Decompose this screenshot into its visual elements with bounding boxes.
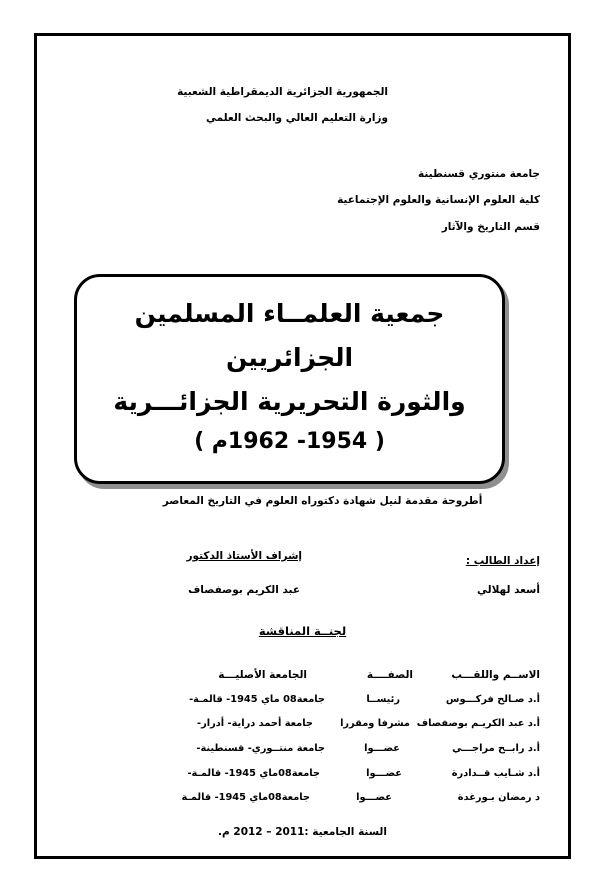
column-header-role: الصفــــة — [366, 669, 413, 681]
committee-member-university: جامعة08 ماي 1945- قالمـة- — [189, 694, 325, 705]
supervisor-name: عبد الكريم بوصفصاف — [188, 584, 300, 596]
ministry-heading: وزارة التعليم العالي والبحث العلمي — [205, 112, 388, 124]
faculty-name: كلية العلوم الإنسانية والعلوم الإجتماعية — [337, 194, 540, 206]
student-name: أسعد لهلالي — [477, 584, 540, 596]
committee-member-university: جامعة أحمد دراية- أدرار- — [197, 718, 313, 729]
university-name: جامعة منتوري قسنطينة — [418, 168, 540, 180]
committee-member-role: عضـــوا — [356, 792, 392, 803]
republic-heading: الجمهورية الجزائرية الديمقراطية الشعبية — [177, 86, 388, 98]
committee-member-university: جامعة08ماي 1945- قالمـة- — [187, 768, 320, 779]
committee-member-name: أ.د شـايب قــدادرة — [451, 768, 540, 779]
title-line-3: والثورة التحريرية الجزائـــرية — [113, 387, 466, 416]
academic-year: السنة الجامعية :2011 – 2012 م. — [218, 826, 387, 838]
committee-member-name: أ.د عبد الكريـم بوصفصاف — [416, 718, 540, 729]
committee-member-name: أ.د صـالح فركـــوس — [445, 694, 540, 705]
column-header-name: الاســم واللقـــب — [451, 669, 540, 681]
committee-member-role: عضـــوا — [364, 743, 400, 754]
committee-member-name: د رمضان بـورغدة — [457, 792, 540, 803]
department-name: قسم التاريخ والآثار — [441, 221, 540, 233]
committee-member-role: رئيســا — [366, 694, 400, 705]
supervisor-label: إشراف الأستاذ الدكتور — [186, 550, 302, 562]
student-label: إعداد الطالب : — [465, 555, 540, 567]
committee-member-role: عضـــوا — [366, 768, 402, 779]
committee-member-university: جامعة08ماي 1945- قالمـة — [181, 792, 310, 803]
column-header-university: الجامعة الأصليـــة — [218, 669, 307, 681]
title-dates: ( 1954- 1962م ) — [194, 429, 385, 454]
committee-member-name: أ.د رابــح مراجـــي — [452, 743, 540, 754]
title-box — [74, 274, 505, 484]
committee-member-university: جامعة منتــوري- قسنطينة- — [196, 743, 325, 754]
committee-title: لجنــة المناقشة — [258, 624, 347, 638]
thesis-statement: أطروحة مقدمة لنيل شهادة دكتوراه العلوم في التاريخ المعاصر — [162, 495, 483, 507]
title-line-1: جمعية العلمــاء المسلمين — [134, 299, 445, 328]
title-line-2: الجزائريين — [225, 343, 354, 372]
committee-member-role: مشرفا ومقررا — [340, 718, 410, 729]
